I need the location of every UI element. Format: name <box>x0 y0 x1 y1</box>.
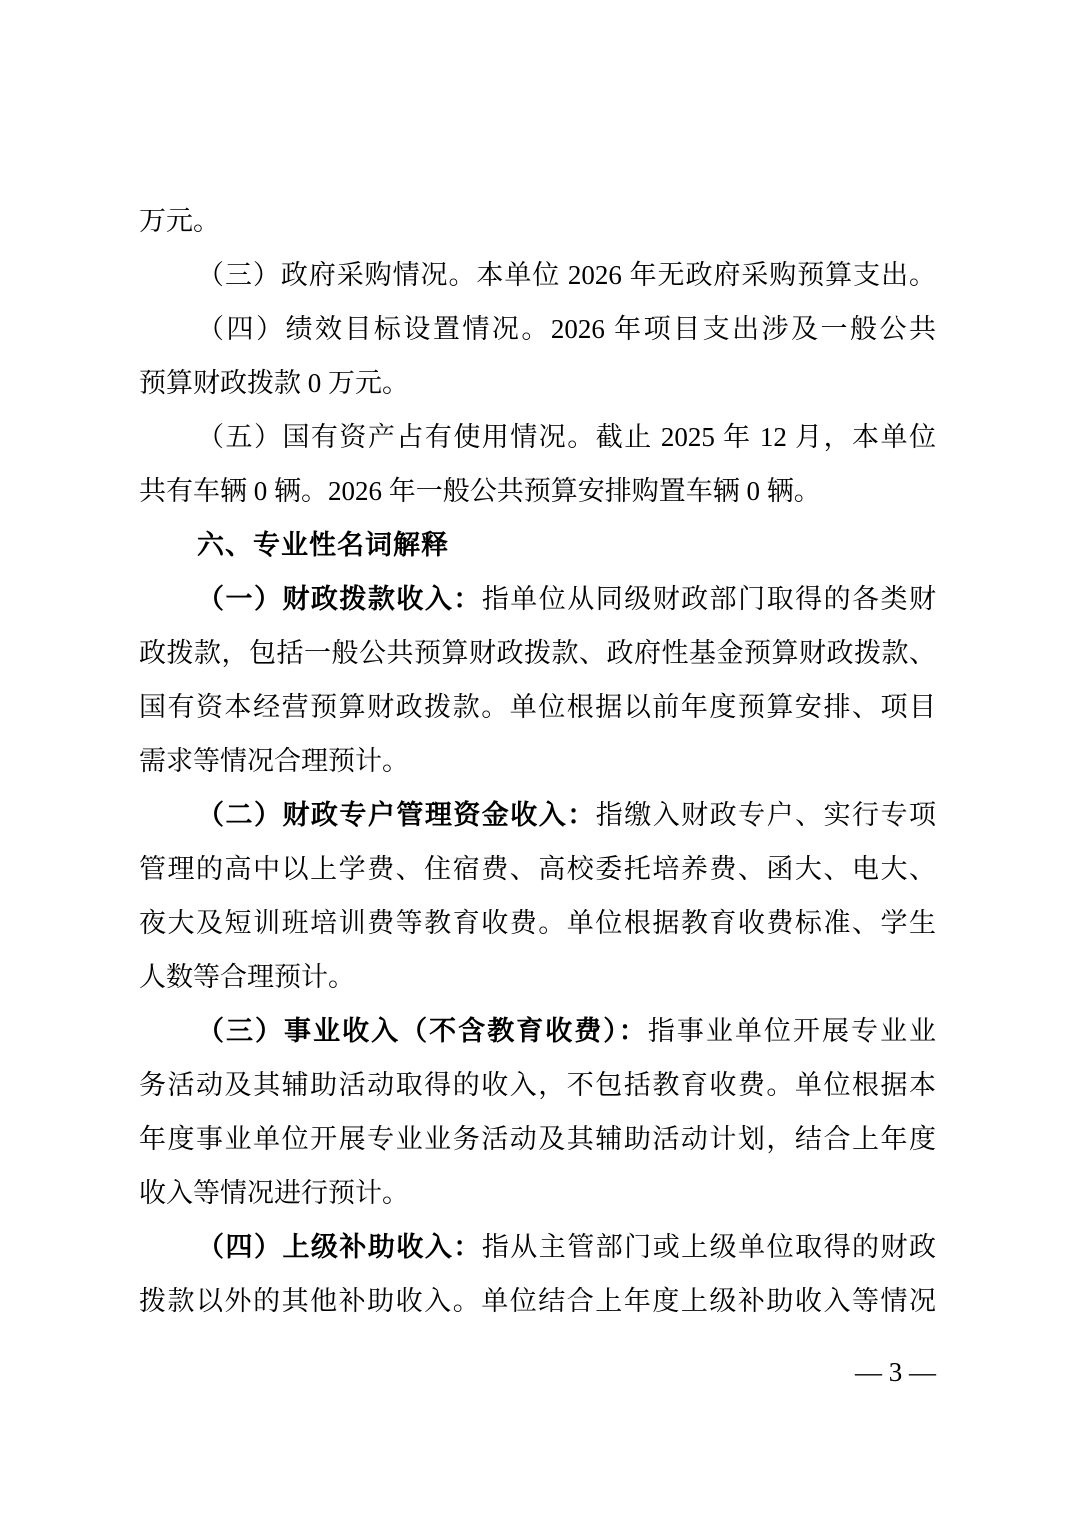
text-line <box>139 194 936 248</box>
text-line <box>139 626 936 680</box>
body-text: 拨款以外的其他补助收入。单位结合上年度上级补助收入等情况 <box>139 1286 936 1316</box>
body-text: 2026 年项目支出涉及一般公共 <box>550 314 936 344</box>
section-heading-line <box>139 518 936 572</box>
body-text: 需求等情况合理预计。 <box>139 746 409 776</box>
text-line <box>139 788 936 842</box>
body-text: 务活动及其辅助活动取得的收入，不包括教育收费。单位根据本 <box>139 1070 936 1100</box>
term-leadin: （四）上级补助收入： <box>197 1232 482 1262</box>
text-line <box>139 680 936 734</box>
text-line <box>139 572 936 626</box>
term-leadin: （四）绩效目标设置情况。 <box>197 314 551 344</box>
term-leadin: （三）政府采购情况。 <box>197 260 477 290</box>
page-number: — 3 — <box>855 1357 936 1387</box>
text-line <box>139 1166 936 1220</box>
text-line <box>139 248 936 302</box>
body-text: 年度事业单位开展专业业务活动及其辅助活动计划，结合上年度 <box>139 1124 936 1154</box>
text-line <box>139 1274 936 1328</box>
term-leadin: （二）财政专户管理资金收入： <box>197 800 596 830</box>
body-text: 本单位 2026 年无政府采购预算支出。 <box>476 260 936 290</box>
text-line <box>139 950 936 1004</box>
section-heading: 六、专业性名词解释 <box>197 530 449 560</box>
body-text: 截止 2025 年 12 月，本单位 <box>595 422 936 452</box>
text-line <box>139 302 936 356</box>
body-text: 指单位从同级财政部门取得的各类财 <box>481 584 936 614</box>
body-text: 国有资本经营预算财政拨款。单位根据以前年度预算安排、项目 <box>139 692 936 722</box>
text-line <box>139 1004 936 1058</box>
text-line <box>139 896 936 950</box>
body-text: 预算财政拨款 0 万元。 <box>139 368 409 398</box>
text-block <box>139 194 936 1328</box>
body-text: 指缴入财政专户、实行专项 <box>595 800 936 830</box>
term-leadin: （三）事业收入（不含教育收费）： <box>197 1016 648 1046</box>
text-line <box>139 734 936 788</box>
text-line <box>139 1058 936 1112</box>
body-text: 收入等情况进行预计。 <box>139 1178 409 1208</box>
body-text: 管理的高中以上学费、住宿费、高校委托培养费、函大、电大、 <box>139 854 936 884</box>
body-text: 夜大及短训班培训费等教育收费。单位根据教育收费标准、学生 <box>139 908 936 938</box>
body-text: 人数等合理预计。 <box>139 962 355 992</box>
body-text: 共有车辆 0 辆。2026 年一般公共预算安排购置车辆 0 辆。 <box>139 476 821 506</box>
body-text: 指事业单位开展专业业 <box>647 1016 936 1046</box>
body-text: 万元。 <box>139 206 220 236</box>
body-text: 政拨款，包括一般公共预算财政拨款、政府性基金预算财政拨款、 <box>139 638 936 668</box>
text-line <box>139 1220 936 1274</box>
text-line <box>139 464 936 518</box>
term-leadin: （一）财政拨款收入： <box>197 584 482 614</box>
text-line <box>139 356 936 410</box>
text-line <box>139 842 936 896</box>
body-text: 指从主管部门或上级单位取得的财政 <box>481 1232 936 1262</box>
term-leadin: （五）国有资产占有使用情况。 <box>197 422 596 452</box>
text-line <box>139 1112 936 1166</box>
text-line <box>139 410 936 464</box>
